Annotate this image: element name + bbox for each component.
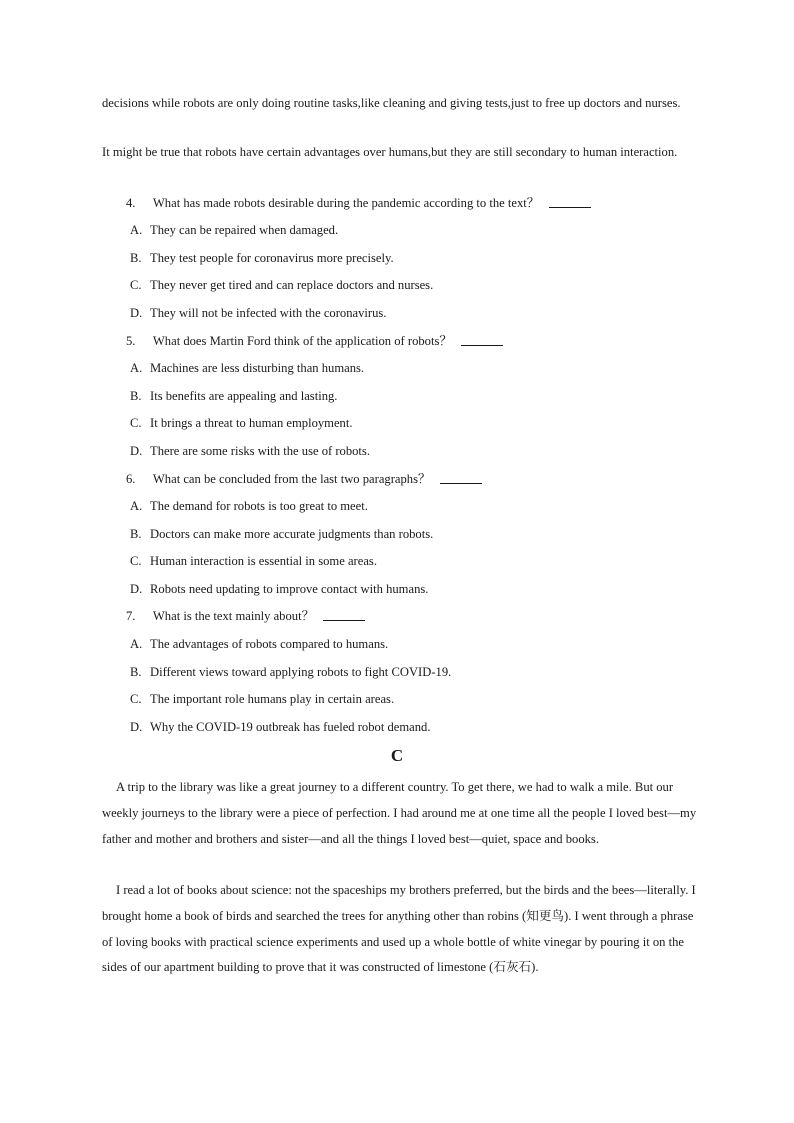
q4-option-d <box>130 304 386 322</box>
q4-option-b <box>130 249 394 267</box>
intro-paragraph-2: It might be true that robots have certain advantages over humans,but they are still secondary to human interaction. <box>102 145 678 159</box>
answer-blank[interactable] <box>549 195 591 208</box>
question-4 <box>126 194 591 212</box>
option-text: The demand for robots is too great to meet. <box>150 499 368 513</box>
question-text: What is the text mainly about？ <box>152 609 315 623</box>
q5-option-d <box>130 442 370 460</box>
option-text: Different views toward applying robots to fight COVID-19. <box>150 665 452 679</box>
option-letter: C. <box>130 278 142 292</box>
option-letter: C. <box>130 692 142 706</box>
q5-option-a <box>130 359 364 377</box>
q5-option-c <box>130 414 353 432</box>
option-letter: C. <box>130 554 142 568</box>
option-letter: A. <box>130 637 143 651</box>
question-number: 5. <box>126 334 136 348</box>
option-text: Its benefits are appealing and lasting. <box>150 389 338 403</box>
option-text: There are some risks with the use of robots. <box>150 444 370 458</box>
q6-option-c <box>130 552 377 570</box>
question-text: What does Martin Ford think of the application of robots？ <box>152 334 452 348</box>
intro-paragraph-1: decisions while robots are only doing routine tasks,like cleaning and giving tests,just to free up doctors and nurses. <box>102 96 681 110</box>
option-text: It brings a threat to human employment. <box>150 416 353 430</box>
question-7 <box>126 607 365 625</box>
option-letter: B. <box>130 527 142 541</box>
option-letter: B. <box>130 665 142 679</box>
q6-option-d <box>130 580 428 598</box>
q4-option-a <box>130 221 338 239</box>
question-number: 6. <box>126 472 136 486</box>
option-text: Doctors can make more accurate judgments than robots. <box>150 527 434 541</box>
option-text: They test people for coronavirus more precisely. <box>150 251 394 265</box>
answer-blank[interactable] <box>440 471 482 484</box>
question-6 <box>126 470 482 488</box>
section-c-paragraph-1: A trip to the library was like a great journey to a different country. To get there, we had to walk a mile. But our weekly journeys to the library were a piece of perfection. I had around me at one time all the people I loved best—my father and mother and brothers and sister—and all the things I loved best—quiet, space and books. <box>102 780 697 846</box>
question-number: 7. <box>126 609 136 623</box>
option-letter: D. <box>130 306 143 320</box>
option-text: They can be repaired when damaged. <box>150 223 339 237</box>
q6-option-a <box>130 497 368 515</box>
option-text: Why the COVID-19 outbreak has fueled robot demand. <box>150 720 431 734</box>
answer-blank[interactable] <box>461 333 503 346</box>
option-text: The advantages of robots compared to humans. <box>150 637 389 651</box>
section-c-paragraph-2: I read a lot of books about science: not the spaceships my brothers preferred, but the birds and the bees—literally. I brought home a book of birds and searched the trees for anything other than robins (知更鸟). I went through a phrase of loving books with practical science experiments and used up a whole bottle of white vinegar by pouring it on the sides of our apartment building to prove that it was constructed of limestone (石灰石). <box>102 883 696 975</box>
option-letter: A. <box>130 361 143 375</box>
question-number: 4. <box>126 196 136 210</box>
question-text: What has made robots desirable during the pandemic according to the text？ <box>152 196 540 210</box>
q7-option-d <box>130 718 430 736</box>
q5-option-b <box>130 387 337 405</box>
q7-option-c <box>130 690 394 708</box>
option-letter: A. <box>130 499 143 513</box>
option-text: The important role humans play in certain areas. <box>150 692 395 706</box>
option-letter: C. <box>130 416 142 430</box>
option-letter: D. <box>130 720 143 734</box>
option-text: Human interaction is essential in some areas. <box>150 554 377 568</box>
q7-option-b <box>130 663 451 681</box>
q4-option-c <box>130 276 433 294</box>
q7-option-a <box>130 635 388 653</box>
section-title: C <box>390 746 404 765</box>
option-letter: D. <box>130 444 143 458</box>
option-text: Robots need updating to improve contact with humans. <box>150 582 429 596</box>
question-5 <box>126 332 503 350</box>
option-text: Machines are less disturbing than humans. <box>150 361 365 375</box>
question-text: What can be concluded from the last two paragraphs？ <box>152 472 431 486</box>
option-letter: B. <box>130 251 142 265</box>
option-letter: B. <box>130 389 142 403</box>
option-text: They will not be infected with the coronavirus. <box>150 306 387 320</box>
answer-blank[interactable] <box>323 608 365 621</box>
option-text: They never get tired and can replace doctors and nurses. <box>150 278 434 292</box>
option-letter: D. <box>130 582 143 596</box>
option-letter: A. <box>130 223 143 237</box>
q6-option-b <box>130 525 433 543</box>
